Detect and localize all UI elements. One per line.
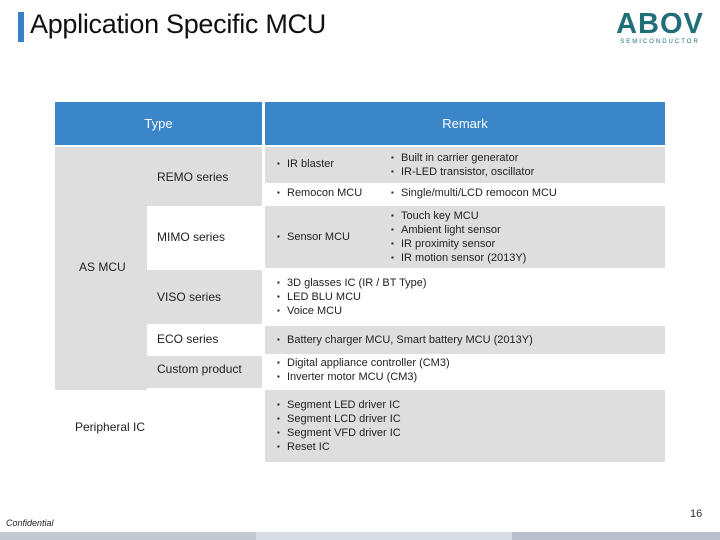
row-peripheral-item-2: ▪ Segment LCD driver IC [277,413,401,425]
row-mimo-sub1-name: ▪ Sensor MCU [277,231,350,243]
row-mimo-detail-4: ▪ IR motion sensor (2013Y) [391,252,527,264]
logo-subtitle: SEMICONDUCTOR [620,39,700,45]
row-peripheral-item-1: ▪ Segment LED driver IC [277,399,401,411]
group-peripheral-label: Peripheral IC [75,420,146,434]
row-remo-sub1-detail-1: ▪ Built in carrier generator [391,152,519,164]
row-eco-item-1: ▪ Battery charger MCU, Smart battery MCU (2013Y) [277,334,533,346]
page-title: Application Specific MCU [30,9,326,39]
header-remark [265,102,665,145]
row-remo-sub1-detail-2: ▪ IR-LED transistor, oscillator [391,166,535,178]
row-custom-label: Custom product [157,362,242,376]
header-type-label: Type [144,116,173,131]
row-eco-label: ECO series [157,332,219,346]
row-mimo-detail-1: ▪ Touch key MCU [391,210,479,222]
logo-wordmark: ABOV [616,8,704,40]
row-viso-label: VISO series [157,290,222,304]
row-remo-label: REMO series [157,170,229,184]
footer-band-left [0,532,256,540]
title-accent-bar [18,12,24,42]
page-number: 16 [690,508,703,520]
header-remark-label: Remark [442,116,488,131]
header-type [55,102,262,145]
row-mimo-detail-3: ▪ IR proximity sensor [391,238,496,250]
row-remo-sub2-detail-1: ▪ Single/multi/LCD remocon MCU [391,187,557,199]
row-remo-sub2-name: ▪ Remocon MCU [277,187,363,199]
row-mimo-label: MIMO series [157,230,226,244]
row-viso-item-2: ▪ LED BLU MCU [277,291,361,303]
row-viso-item-3: ▪ Voice MCU [277,305,343,317]
confidential-label: Confidential [6,518,54,528]
row-custom-item-1: ▪ Digital appliance controller (CM3) [277,357,450,369]
row-peripheral-item-4: ▪ Reset IC [277,441,330,453]
row-viso-item-1: ▪ 3D glasses IC (IR / BT Type) [277,277,427,289]
row-peripheral-item-3: ▪ Segment VFD driver IC [277,427,401,439]
company-logo [612,8,708,46]
row-remo-sub1-name: ▪ IR blaster [277,158,335,170]
group-as-mcu-cell [55,147,147,427]
group-as-mcu-label: AS MCU [79,260,126,274]
row-custom-item-2: ▪ Inverter motor MCU (CM3) [277,371,418,383]
mcu-table [55,102,665,462]
footer-band-right [512,532,720,540]
row-mimo-detail-2: ▪ Ambient light sensor [391,224,501,236]
